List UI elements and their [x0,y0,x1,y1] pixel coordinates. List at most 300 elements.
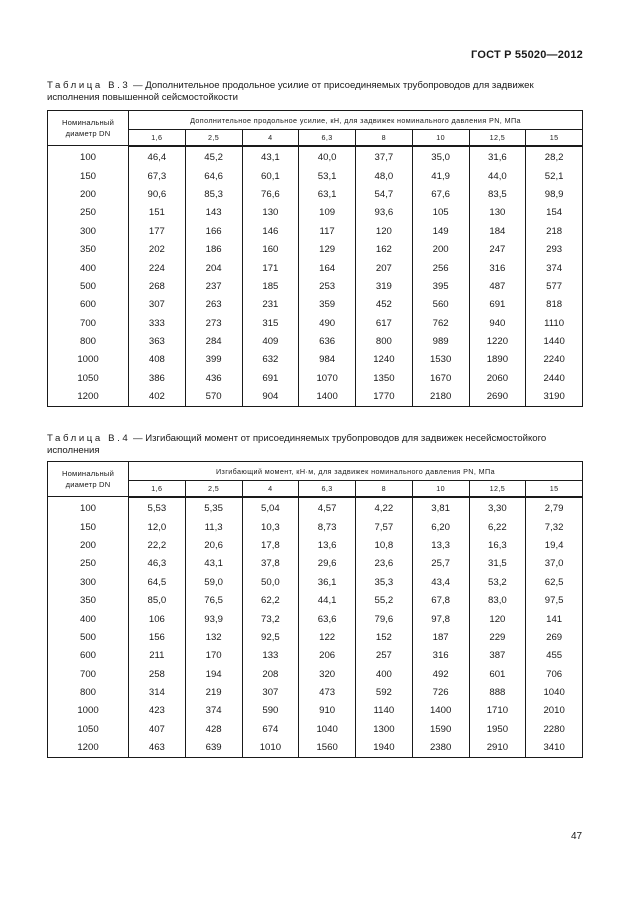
value-cell: 904 [242,388,299,407]
table-row [48,683,583,701]
value-cell: 315 [242,314,299,332]
value-cell: 204 [185,259,242,277]
value-cell: 194 [185,665,242,683]
value-cell: 143 [185,204,242,222]
table4-pressure-row [48,481,583,497]
table3-group-header: Дополнительное продольное усилие, кН, для задвижек номинального давления PN, МПа [129,111,583,130]
value-cell: 53,2 [469,573,526,591]
value-cell: 408 [129,351,186,369]
dn-cell: 1050 [48,720,129,738]
value-cell: 2180 [412,388,469,407]
value-cell: 35,0 [412,146,469,167]
table3-pressure-header: 12,5 [469,130,526,146]
table3-caption [47,80,583,104]
value-cell: 79,6 [356,610,413,628]
value-cell: 2,79 [526,497,583,518]
value-cell: 5,04 [242,497,299,518]
value-cell: 1010 [242,739,299,758]
value-cell: 207 [356,259,413,277]
value-cell: 590 [242,702,299,720]
value-cell: 97,8 [412,610,469,628]
value-cell: 50,0 [242,573,299,591]
value-cell: 314 [129,683,186,701]
value-cell: 46,4 [129,146,186,167]
value-cell: 263 [185,296,242,314]
value-cell: 7,32 [526,518,583,536]
value-cell: 1400 [299,388,356,407]
value-cell: 63,6 [299,610,356,628]
value-cell: 1110 [526,314,583,332]
value-cell: 409 [242,332,299,350]
value-cell: 120 [356,222,413,240]
value-cell: 211 [129,647,186,665]
value-cell: 1560 [299,739,356,758]
value-cell: 152 [356,628,413,646]
value-cell: 11,3 [185,518,242,536]
value-cell: 129 [299,240,356,258]
value-cell: 13,6 [299,536,356,554]
dn-cell: 800 [48,683,129,701]
value-cell: 83,0 [469,591,526,609]
value-cell: 67,6 [412,185,469,203]
value-cell: 12,0 [129,518,186,536]
dn-cell: 700 [48,665,129,683]
value-cell: 64,6 [185,167,242,185]
table-row [48,240,583,258]
value-cell: 185 [242,277,299,295]
value-cell: 452 [356,296,413,314]
value-cell: 428 [185,720,242,738]
table4-dn-header: Номинальный диаметр DN [48,462,129,497]
table4 [47,461,583,758]
table-row [48,314,583,332]
dn-cell: 400 [48,259,129,277]
value-cell: 762 [412,314,469,332]
value-cell: 45,2 [185,146,242,167]
dn-cell: 250 [48,204,129,222]
value-cell: 1890 [469,351,526,369]
value-cell: 98,9 [526,185,583,203]
table-row [48,720,583,738]
value-cell: 93,9 [185,610,242,628]
value-cell: 187 [412,628,469,646]
value-cell: 200 [412,240,469,258]
value-cell: 55,2 [356,591,413,609]
value-cell: 1530 [412,351,469,369]
value-cell: 577 [526,277,583,295]
value-cell: 818 [526,296,583,314]
value-cell: 37,8 [242,555,299,573]
table-row [48,497,583,518]
value-cell: 258 [129,665,186,683]
table-row [48,185,583,203]
value-cell: 120 [469,610,526,628]
value-cell: 31,5 [469,555,526,573]
value-cell: 36,1 [299,573,356,591]
dn-cell: 400 [48,610,129,628]
table4-group-header: Изгибающий момент, кН·м, для задвижек номинального давления PN, МПа [129,462,583,481]
table-row [48,702,583,720]
dn-cell: 1000 [48,351,129,369]
table3-pressure-header: 4 [242,130,299,146]
value-cell: 1950 [469,720,526,738]
value-cell: 374 [526,259,583,277]
value-cell: 224 [129,259,186,277]
value-cell: 1350 [356,369,413,387]
value-cell: 269 [526,628,583,646]
table-row [48,204,583,222]
value-cell: 2240 [526,351,583,369]
value-cell: 399 [185,351,242,369]
value-cell: 154 [526,204,583,222]
value-cell: 29,6 [299,555,356,573]
value-cell: 3190 [526,388,583,407]
value-cell: 149 [412,222,469,240]
value-cell: 37,7 [356,146,413,167]
table-row [48,610,583,628]
value-cell: 601 [469,665,526,683]
table4-pressure-header: 15 [526,481,583,497]
dn-cell: 150 [48,167,129,185]
dn-cell: 300 [48,222,129,240]
value-cell: 40,0 [299,146,356,167]
value-cell: 402 [129,388,186,407]
value-cell: 407 [129,720,186,738]
value-cell: 386 [129,369,186,387]
value-cell: 117 [299,222,356,240]
value-cell: 90,6 [129,185,186,203]
dn-cell: 500 [48,277,129,295]
value-cell: 151 [129,204,186,222]
value-cell: 333 [129,314,186,332]
value-cell: 8,73 [299,518,356,536]
value-cell: 2440 [526,369,583,387]
value-cell: 63,1 [299,185,356,203]
value-cell: 83,5 [469,185,526,203]
value-cell: 2280 [526,720,583,738]
value-cell: 463 [129,739,186,758]
value-cell: 455 [526,647,583,665]
table4-pressure-header: 2,5 [185,481,242,497]
value-cell: 490 [299,314,356,332]
value-cell: 363 [129,332,186,350]
value-cell: 1670 [412,369,469,387]
value-cell: 122 [299,628,356,646]
dn-cell: 100 [48,497,129,518]
table3-pressure-header: 2,5 [185,130,242,146]
value-cell: 253 [299,277,356,295]
value-cell: 6,22 [469,518,526,536]
value-cell: 164 [299,259,356,277]
table3 [47,110,583,407]
table3-caption-number: Таблица В.3 [47,80,131,91]
value-cell: 67,8 [412,591,469,609]
value-cell: 1400 [412,702,469,720]
value-cell: 492 [412,665,469,683]
value-cell: 73,2 [242,610,299,628]
table3-pressure-header: 15 [526,130,583,146]
value-cell: 1220 [469,332,526,350]
value-cell: 208 [242,665,299,683]
table-row [48,555,583,573]
value-cell: 22,2 [129,536,186,554]
value-cell: 284 [185,332,242,350]
value-cell: 62,5 [526,573,583,591]
value-cell: 268 [129,277,186,295]
value-cell: 636 [299,332,356,350]
table4-caption-text: — Изгибающий момент от присоединяемых трубопроводов для задвижек несейсмостойкого исполнения [47,433,547,456]
value-cell: 639 [185,739,242,758]
table-row [48,591,583,609]
value-cell: 141 [526,610,583,628]
value-cell: 560 [412,296,469,314]
dn-cell: 350 [48,591,129,609]
value-cell: 2380 [412,739,469,758]
value-cell: 85,3 [185,185,242,203]
value-cell: 1300 [356,720,413,738]
value-cell: 59,0 [185,573,242,591]
table-row [48,146,583,167]
table4-pressure-header: 1,6 [129,481,186,497]
value-cell: 106 [129,610,186,628]
value-cell: 4,57 [299,497,356,518]
value-cell: 35,3 [356,573,413,591]
value-cell: 166 [185,222,242,240]
value-cell: 219 [185,683,242,701]
value-cell: 674 [242,720,299,738]
value-cell: 359 [299,296,356,314]
value-cell: 273 [185,314,242,332]
value-cell: 247 [469,240,526,258]
value-cell: 2690 [469,388,526,407]
value-cell: 436 [185,369,242,387]
value-cell: 97,5 [526,591,583,609]
value-cell: 473 [299,683,356,701]
table-row [48,518,583,536]
value-cell: 3410 [526,739,583,758]
value-cell: 162 [356,240,413,258]
value-cell: 800 [356,332,413,350]
value-cell: 25,7 [412,555,469,573]
value-cell: 231 [242,296,299,314]
value-cell: 888 [469,683,526,701]
value-cell: 1940 [356,739,413,758]
value-cell: 6,20 [412,518,469,536]
value-cell: 43,1 [242,146,299,167]
table4-pressure-header: 6,3 [299,481,356,497]
value-cell: 592 [356,683,413,701]
value-cell: 44,0 [469,167,526,185]
value-cell: 2010 [526,702,583,720]
value-cell: 133 [242,647,299,665]
value-cell: 17,8 [242,536,299,554]
value-cell: 41,9 [412,167,469,185]
table-row [48,332,583,350]
value-cell: 160 [242,240,299,258]
value-cell: 1070 [299,369,356,387]
table3-dn-header: Номинальный диаметр DN [48,111,129,146]
value-cell: 130 [242,204,299,222]
dn-cell: 1000 [48,702,129,720]
value-cell: 93,6 [356,204,413,222]
value-cell: 28,2 [526,146,583,167]
value-cell: 320 [299,665,356,683]
value-cell: 2910 [469,739,526,758]
value-cell: 1240 [356,351,413,369]
table4-caption [47,433,583,457]
value-cell: 85,0 [129,591,186,609]
value-cell: 989 [412,332,469,350]
value-cell: 60,1 [242,167,299,185]
value-cell: 218 [526,222,583,240]
value-cell: 257 [356,647,413,665]
table3-pressure-header: 1,6 [129,130,186,146]
value-cell: 202 [129,240,186,258]
value-cell: 691 [469,296,526,314]
value-cell: 170 [185,647,242,665]
value-cell: 400 [356,665,413,683]
value-cell: 5,53 [129,497,186,518]
value-cell: 10,8 [356,536,413,554]
value-cell: 130 [469,204,526,222]
dn-cell: 1050 [48,369,129,387]
value-cell: 184 [469,222,526,240]
value-cell: 256 [412,259,469,277]
value-cell: 43,4 [412,573,469,591]
value-cell: 229 [469,628,526,646]
table-row [48,536,583,554]
value-cell: 13,3 [412,536,469,554]
value-cell: 374 [185,702,242,720]
value-cell: 1770 [356,388,413,407]
value-cell: 293 [526,240,583,258]
dn-cell: 350 [48,240,129,258]
dn-cell: 500 [48,628,129,646]
table-row [48,665,583,683]
value-cell: 940 [469,314,526,332]
dn-cell: 200 [48,185,129,203]
dn-cell: 700 [48,314,129,332]
value-cell: 37,0 [526,555,583,573]
value-cell: 1440 [526,332,583,350]
value-cell: 67,3 [129,167,186,185]
table4-pressure-header: 12,5 [469,481,526,497]
value-cell: 4,22 [356,497,413,518]
value-cell: 307 [242,683,299,701]
table-row [48,739,583,758]
dn-cell: 1200 [48,388,129,407]
value-cell: 46,3 [129,555,186,573]
table-row [48,222,583,240]
value-cell: 44,1 [299,591,356,609]
dn-cell: 250 [48,555,129,573]
table-row [48,388,583,407]
value-cell: 156 [129,628,186,646]
table3-pressure-header: 10 [412,130,469,146]
value-cell: 10,3 [242,518,299,536]
value-cell: 177 [129,222,186,240]
value-cell: 316 [469,259,526,277]
table3-caption-text: — Дополнительное продольное усилие от присоединяемых трубопроводов для задвижек исполнения повышенной сейсмостойкости [47,80,534,103]
table-row [48,628,583,646]
value-cell: 7,57 [356,518,413,536]
value-cell: 3,81 [412,497,469,518]
value-cell: 23,6 [356,555,413,573]
table4-pressure-header: 8 [356,481,413,497]
value-cell: 319 [356,277,413,295]
value-cell: 48,0 [356,167,413,185]
table3-pressure-header: 6,3 [299,130,356,146]
dn-cell: 1200 [48,739,129,758]
table4-pressure-header: 4 [242,481,299,497]
value-cell: 1140 [356,702,413,720]
table3-pressure-row [48,130,583,146]
value-cell: 53,1 [299,167,356,185]
value-cell: 706 [526,665,583,683]
value-cell: 52,1 [526,167,583,185]
dn-cell: 150 [48,518,129,536]
table-row [48,369,583,387]
value-cell: 64,5 [129,573,186,591]
value-cell: 570 [185,388,242,407]
value-cell: 92,5 [242,628,299,646]
value-cell: 109 [299,204,356,222]
value-cell: 19,4 [526,536,583,554]
value-cell: 186 [185,240,242,258]
value-cell: 105 [412,204,469,222]
value-cell: 307 [129,296,186,314]
document-code: ГОСТ Р 55020—2012 [471,49,583,61]
table-row [48,296,583,314]
page-number: 47 [571,831,583,842]
table-row [48,573,583,591]
value-cell: 146 [242,222,299,240]
dn-cell: 600 [48,296,129,314]
value-cell: 316 [412,647,469,665]
value-cell: 62,2 [242,591,299,609]
table-row [48,259,583,277]
table4-pressure-header: 10 [412,481,469,497]
value-cell: 31,6 [469,146,526,167]
table-row [48,351,583,369]
table3-body [48,146,583,407]
value-cell: 5,35 [185,497,242,518]
value-cell: 16,3 [469,536,526,554]
value-cell: 76,5 [185,591,242,609]
value-cell: 1590 [412,720,469,738]
dn-cell: 100 [48,146,129,167]
value-cell: 3,30 [469,497,526,518]
value-cell: 395 [412,277,469,295]
value-cell: 691 [242,369,299,387]
table-row [48,277,583,295]
value-cell: 43,1 [185,555,242,573]
table4-caption-number: Таблица В.4 [47,433,131,444]
dn-cell: 800 [48,332,129,350]
value-cell: 206 [299,647,356,665]
table3-pressure-header: 8 [356,130,413,146]
dn-cell: 300 [48,573,129,591]
value-cell: 632 [242,351,299,369]
value-cell: 1710 [469,702,526,720]
dn-cell: 200 [48,536,129,554]
table-row [48,167,583,185]
value-cell: 132 [185,628,242,646]
value-cell: 423 [129,702,186,720]
value-cell: 237 [185,277,242,295]
value-cell: 1040 [526,683,583,701]
value-cell: 984 [299,351,356,369]
